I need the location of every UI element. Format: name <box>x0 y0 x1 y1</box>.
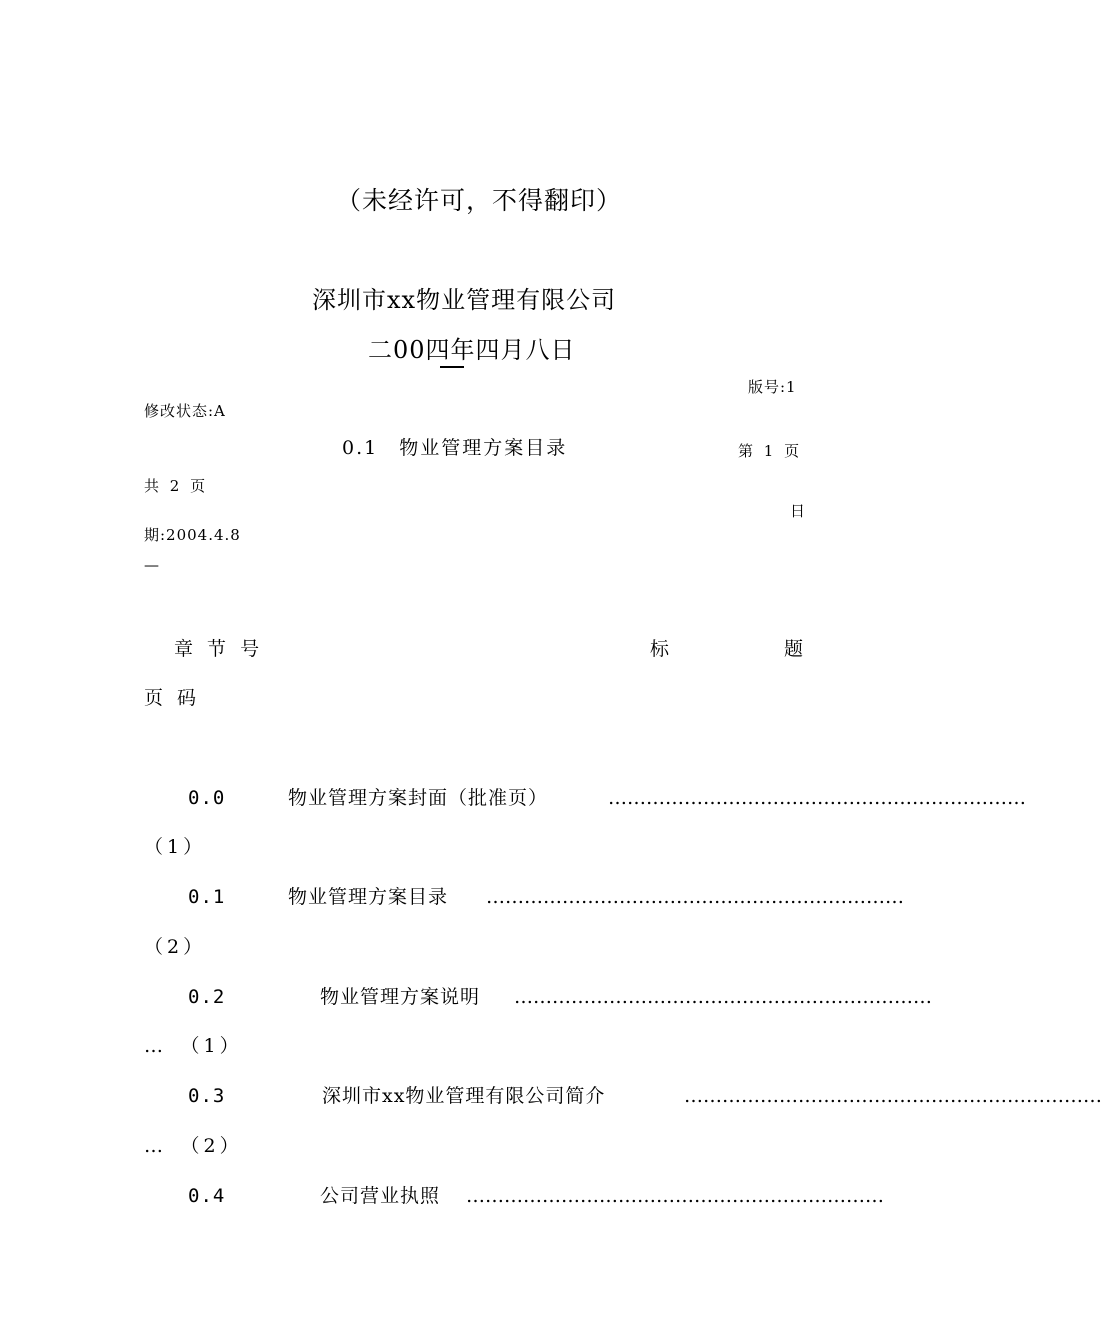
toc-entry-number: 0.0 <box>188 787 226 809</box>
toc-entry-page: （2） <box>144 936 207 958</box>
toc-leader-dots: ………………………………………………………… <box>486 886 904 908</box>
toc-entry-title: 物业管理方案目录 <box>288 886 449 908</box>
total-pages: 共 2 页 <box>144 477 207 495</box>
header-dash: — <box>144 556 160 574</box>
toc-entry-title: 深圳市xx物业管理有限公司简介 <box>322 1085 606 1107</box>
toc-entry-page: … （1） <box>144 1035 243 1057</box>
toc-entry-title: 公司营业执照 <box>320 1185 441 1207</box>
document-date: 二00四年四月八日 <box>368 336 576 364</box>
toc-header-page-col: 页 码 <box>144 687 201 709</box>
toc-entry-number: 0.4 <box>188 1185 226 1207</box>
company-name: 深圳市xx物业管理有限公司 <box>312 286 617 314</box>
date-underline <box>440 366 464 368</box>
toc-entry-number: 0.1 <box>188 886 226 908</box>
toc-entry-page: （1） <box>144 836 207 858</box>
toc-leader-dots: ………………………………………………………… <box>684 1085 1102 1107</box>
toc-header-title-right: 题 <box>784 638 805 660</box>
toc-header-title-left: 标 <box>650 638 671 660</box>
revision-status: 修改状态:A <box>144 402 226 420</box>
toc-header-section-no: 章 节 号 <box>174 638 264 660</box>
date-value: 期:2004.4.8 <box>144 526 241 544</box>
toc-entry-number: 0.3 <box>188 1085 226 1107</box>
page-number: 第 1 页 <box>738 442 801 460</box>
copy-notice: （未经许可，不得翻印） <box>336 186 623 215</box>
version-label: 版号:1 <box>748 378 797 396</box>
toc-leader-dots: ………………………………………………………… <box>514 986 932 1008</box>
date-label-tail: 日 <box>790 502 807 520</box>
toc-entry-title: 物业管理方案封面（批准页） <box>288 787 549 809</box>
doc-title: 0.1 物业管理方案目录 <box>342 437 568 459</box>
toc-entry-page: … （2） <box>144 1135 243 1157</box>
toc-entry-number: 0.2 <box>188 986 226 1008</box>
toc-leader-dots: ………………………………………………………… <box>608 787 1026 809</box>
toc-leader-dots: ………………………………………………………… <box>466 1185 884 1207</box>
toc-entry-title: 物业管理方案说明 <box>320 986 481 1008</box>
